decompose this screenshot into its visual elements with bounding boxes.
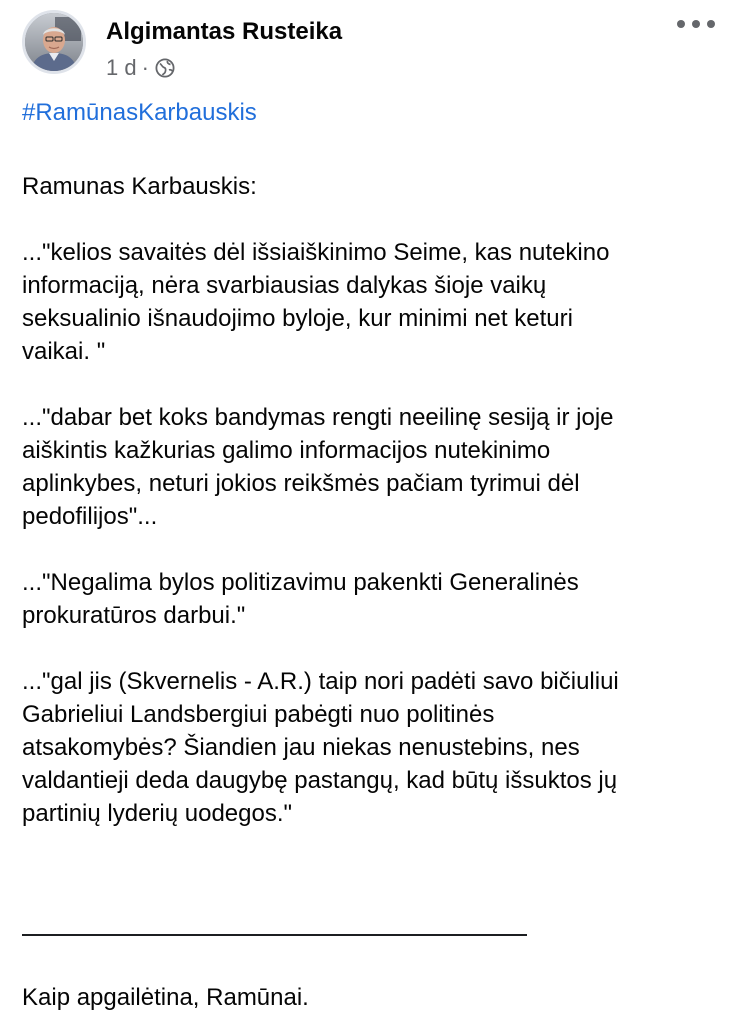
post-paragraph: ..."Negalima bylos politizavimu pakenkti Generalinės prokuratūros darbui." <box>22 569 579 629</box>
more-dot <box>692 20 700 28</box>
more-dot <box>677 20 685 28</box>
post-timestamp[interactable]: 1 d <box>106 55 137 80</box>
text-divider <box>22 934 527 936</box>
post-closing-line: Kaip apgailėtina, Ramūnai. <box>22 984 309 1011</box>
post-paragraph: ..."gal jis (Skvernelis - A.R.) taip nori padėti savo bičiuliui Gabrieliui Landsbergiui pabėgti nuo politinės atsakomybės? Šiandien jau niekas nenustebins, nes valdantieji deda daugybę pastangų, kad būtų išsuktos jų partinių lyderių uodegos." <box>22 668 619 827</box>
more-options-icon[interactable] <box>677 10 715 38</box>
globe-icon[interactable] <box>155 58 175 78</box>
post-meta <box>106 54 175 82</box>
post-paragraph: ..."kelios savaitės dėl išsiaiškinimo Seime, kas nutekino informaciją, nėra svarbiausias dalykas šioje vaikų seksualinio išnaudojimo byloje, kur minimi net keturi vaikai. " <box>22 239 610 365</box>
post-body <box>22 170 722 830</box>
hashtag-link[interactable]: #RamūnasKarbauskis <box>22 99 257 126</box>
author-photo <box>25 13 83 71</box>
post-paragraph: Ramunas Karbauskis: <box>22 173 257 200</box>
author-avatar[interactable] <box>22 10 86 74</box>
post-paragraph: ..."dabar bet koks bandymas rengti neeilinę sesiją ir joje aiškintis kažkurias galimo informacijos nutekinimo aplinkybes, neturi jokios reikšmės pačiam tyrimui dėl pedofilijos"... <box>22 404 614 530</box>
meta-separator: · <box>141 55 149 80</box>
more-dot <box>707 20 715 28</box>
author-name[interactable]: Algimantas Rusteika <box>106 18 343 45</box>
